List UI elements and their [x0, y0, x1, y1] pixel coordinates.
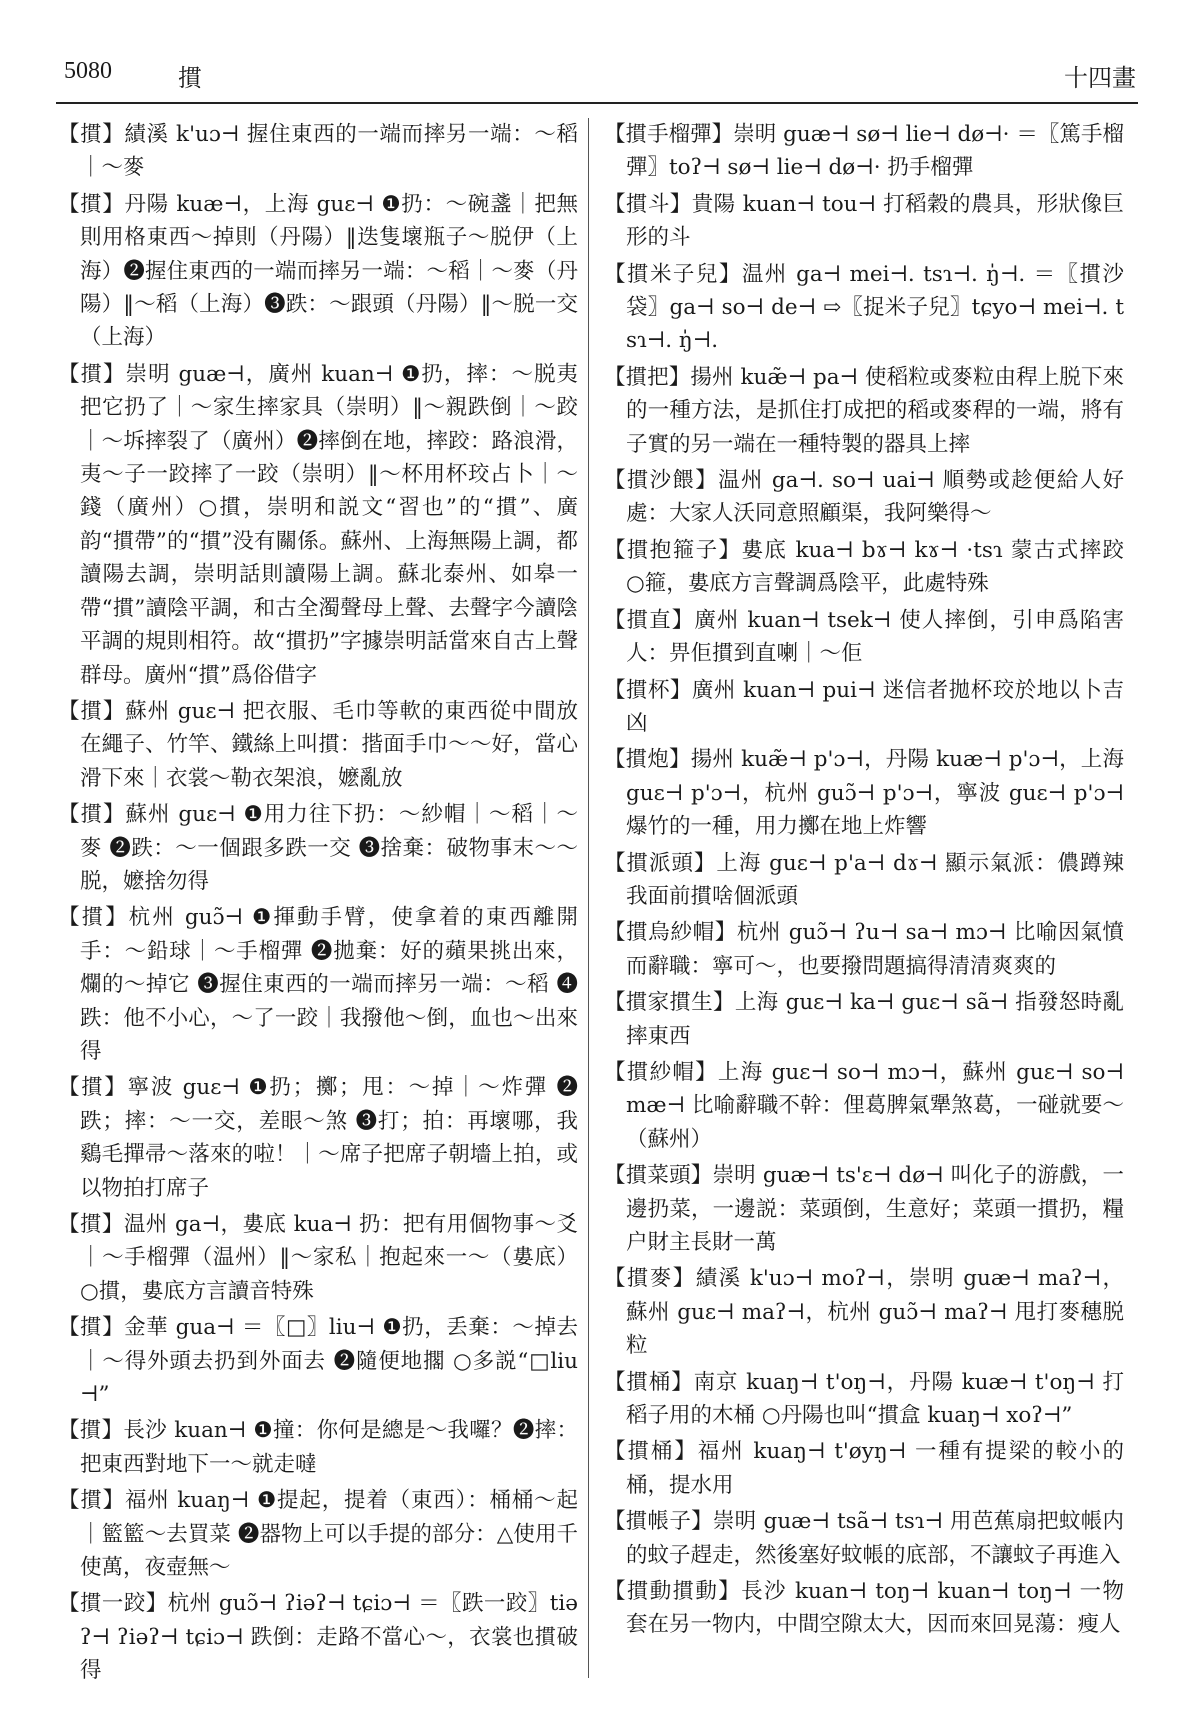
dictionary-entry: 【摜烏紗帽】杭州 guɔ̃⊣ ʔu⊣ sa⊣ mɔ⊣ 比喻因氣憤而辭職：寧可～，也要撥問題搞得清清爽爽的	[604, 920, 1124, 979]
dictionary-entry: 【摜一跤】杭州 guɔ̃⊣ ʔiəʔ⊣ tɕiɔ⊣ ＝〖跌一跤〗tiəʔ⊣ ʔiəʔ⊣ tɕiɔ⊣ 跌倒：走路不當心～，衣裳也摜破得	[58, 1591, 578, 1684]
page-number: 5080	[64, 58, 112, 84]
dictionary-entry: 【摜杯】廣州 kuan⊣ pui⊣ 迷信者拋杯珓於地以卜吉凶	[604, 677, 1124, 736]
dictionary-entry: 【摜斗】貴陽 kuan⊣ tou⊣ 打稻穀的農具，形狀像巨形的斗	[604, 191, 1124, 251]
left-column	[58, 118, 578, 1708]
dictionary-entry: 【摜動摜動】長沙 kuan⊣ toŋ⊣ kuan⊣ toŋ⊣ 一物套在另一物内，中間空隙太大，因而來回晃蕩：瘦人	[604, 1579, 1124, 1638]
dictionary-entry: 【摜麥】績溪 k'uɔ⊣ moʔ⊣，崇明 guæ⊣ maʔ⊣，蘇州 guɛ⊣ maʔ⊣，杭州 guɔ̃⊣ maʔ⊣ 甩打麥穗脱粒	[604, 1266, 1124, 1359]
stroke-count-label: 十四畫	[1064, 64, 1136, 92]
dictionary-entry: 【摜菜頭】崇明 guæ⊣ ts'ɛ⊣ dø⊣ 叫化子的游戲，一邊扔菜，一邊説：菜頭倒，生意好；菜頭一摜扔，糧户財主長財一萬	[604, 1163, 1124, 1255]
dictionary-entry: 【摜紗帽】上海 guɛ⊣ so⊣ mɔ⊣，蘇州 guɛ⊣ so⊣ mæ⊣ 比喻辭職不幹：俚葛脾氣犟煞葛，一碰就要～（蘇州）	[604, 1059, 1124, 1152]
dictionary-entry: 【摜】蘇州 guɛ⊣ 把衣服、毛巾等軟的東西從中間放在繩子、竹竿、鐵絲上叫摜：揩面手巾～～好，當心滑下來｜衣裳～勒衣架浪，嬷亂放	[58, 698, 578, 791]
head-character: 摜	[178, 64, 202, 92]
dictionary-entry: 【摜】績溪 k'uɔ⊣ 握住東西的一端而摔另一端：～稻｜～麥	[58, 122, 578, 181]
dictionary-entry: 【摜家摜生】上海 guɛ⊣ ka⊣ guɛ⊣ sã⊣ 指發怒時亂摔東西	[604, 990, 1124, 1049]
dictionary-entry: 【摜桶】南京 kuaŋ⊣ t'oŋ⊣，丹陽 kuæ⊣ t'oŋ⊣ 打稻子用的木桶 ○丹陽也叫“摜盒 kuaŋ⊣ xoʔ⊣”	[604, 1369, 1124, 1429]
dictionary-entry: 【摜】寧波 guɛ⊣ ❶扔；擲；甩：～掉｜～炸彈 ❷跌；摔：～一交，差眼～煞 ❸打；拍：再壞哪，我鷄毛撣帚～落來的啦！｜～席子把席子朝墻上拍，或以物拍打席子	[58, 1075, 578, 1201]
page-header	[64, 58, 1136, 98]
dictionary-entry: 【摜把】揚州 kuæ̃⊣ pa⊣ 使稻粒或麥粒由稈上脱下來的一種方法，是抓住打成把的稻或麥稈的一端，將有子實的另一端在一種特製的器具上摔	[604, 364, 1124, 457]
dictionary-entry: 【摜】長沙 kuan⊣ ❶撞：你何是總是～我囉？❷摔：把東西對地下一～就走噠	[58, 1418, 578, 1477]
dictionary-entry: 【摜手榴彈】崇明 guæ⊣ sø⊣ lie⊣ dø⊣· ＝〖篤手榴彈〗toʔ⊣ sø⊣ lie⊣ dø⊣· 扔手榴彈	[604, 122, 1124, 181]
dictionary-entry: 【摜直】廣州 kuan⊣ tsek⊣ 使人摔倒，引申爲陷害人：畀佢摜到直喇｜～佢	[604, 607, 1124, 667]
dictionary-entry: 【摜抱箍子】婁底 kua⊣ bɤ⊣ kɤ⊣ ·tsɿ 蒙古式摔跤 ○箍，婁底方言聲調爲陰平，此處特殊	[604, 537, 1124, 597]
dictionary-entry: 【摜】福州 kuaŋ⊣ ❶提起，提着（東西）：桶桶～起｜籃籃～去買菜 ❷器物上可以手提的部分：△使用千使萬，夜壺無～	[58, 1488, 578, 1581]
dictionary-entry: 【摜桶】福州 kuaŋ⊣ t'øyŋ⊣ 一種有提梁的較小的桶，提水用	[604, 1439, 1124, 1498]
dictionary-entry: 【摜帳子】崇明 guæ⊣ tsã⊣ tsɿ⊣ 用芭蕉扇把蚊帳内的蚊子趕走，然後塞好蚊帳的底部，不讓蚊子再進入	[604, 1509, 1124, 1568]
dictionary-entry: 【摜】杭州 guɔ̃⊣ ❶揮動手臂，使拿着的東西離開手：～鉛球｜～手榴彈 ❷拋棄：好的蘋果挑出來，爛的～掉它 ❸握住東西的一端而摔另一端：～稻 ❹跌：他不小心，～了一跤｜我撥他～倒，血也～出來得	[58, 905, 578, 1064]
dictionary-entry: 【摜沙餵】温州 ga⊣. so⊣ uai⊣ 順勢或趁便給人好處：大家人沃同意照顧渠，我阿樂得～	[604, 468, 1124, 527]
dictionary-entry: 【摜米子兒】温州 ga⊣ mei⊣. tsɿ⊣. ŋ̍⊣. ＝〖摜沙袋〗ga⊣ so⊣ de⊣ ⇨〖捉米子兒〗tɕyo⊣ mei⊣. tsɿ⊣. ŋ̍⊣.	[604, 261, 1124, 354]
dictionary-entry: 【摜派頭】上海 guɛ⊣ p'a⊣ dɤ⊣ 顯示氣派：儂蹲辣我面前摜啥個派頭	[604, 850, 1124, 909]
dictionary-entry: 【摜】崇明 guæ⊣，廣州 kuan⊣ ❶扔，摔：～脱夷把它扔了｜～家生摔家具（崇明）‖～親跌倒｜～跤｜～坼摔裂了（廣州）❷摔倒在地，摔跤：路浪滑，夷～子一跤摔了一跤（崇明）‖～杯用杯珓占卜｜～錢（廣州）○摜，崇明和説文“習也”的“摜”、廣韵“摜帶”的“摜”没有關係。蘇州、上海無陽上調，都讀陽去調，崇明話則讀陽上調。蘇北泰州、如皋一帶“摜”讀陰平調，和古全濁聲母上聲、去聲字今讀陰平調的規則相符。故“摜扔”字據崇明話當來自古上聲群母。廣州“摜”爲俗借字	[58, 361, 578, 688]
column-separator	[588, 118, 589, 1678]
dictionary-entry: 【摜炮】揚州 kuæ̃⊣ p'ɔ⊣，丹陽 kuæ⊣ p'ɔ⊣，上海 guɛ⊣ p'ɔ⊣，杭州 guɔ̃⊣ p'ɔ⊣，寧波 guɛ⊣ p'ɔ⊣ 爆竹的一種，用力擲在地上炸響	[604, 747, 1124, 840]
dictionary-entry: 【摜】金華 gua⊣ ＝〖□〗liu⊣ ❶扔，丢棄：～掉去｜～得外頭去扔到外面去 ❷隨便地擱 ○多説“□liu⊣”	[58, 1315, 578, 1408]
dictionary-entry: 【摜】丹陽 kuæ⊣，上海 guɛ⊣ ❶扔：～碗盞｜把無則用格東西～掉則（丹陽）‖迭隻壞瓶子～脱伊（上海）❷握住東西的一端而摔另一端：～稻｜～麥（丹陽）‖～稻（上海）❸跌：～跟頭（丹陽）‖～脱一交（上海）	[58, 191, 578, 351]
header-rule	[56, 102, 1138, 104]
right-column	[604, 118, 1124, 1708]
dictionary-entry: 【摜】蘇州 guɛ⊣ ❶用力往下扔：～紗帽｜～稻｜～麥 ❷跌：～一個跟多跌一交 ❸捨棄：破物事末～～脱，嬷捨勿得	[58, 802, 578, 894]
dictionary-entry: 【摜】温州 ga⊣，婁底 kua⊣ 扔：把有用個物事～爻｜～手榴彈（温州）‖～家私｜抱起來一～（婁底）○摜，婁底方言讀音特殊	[58, 1212, 578, 1304]
